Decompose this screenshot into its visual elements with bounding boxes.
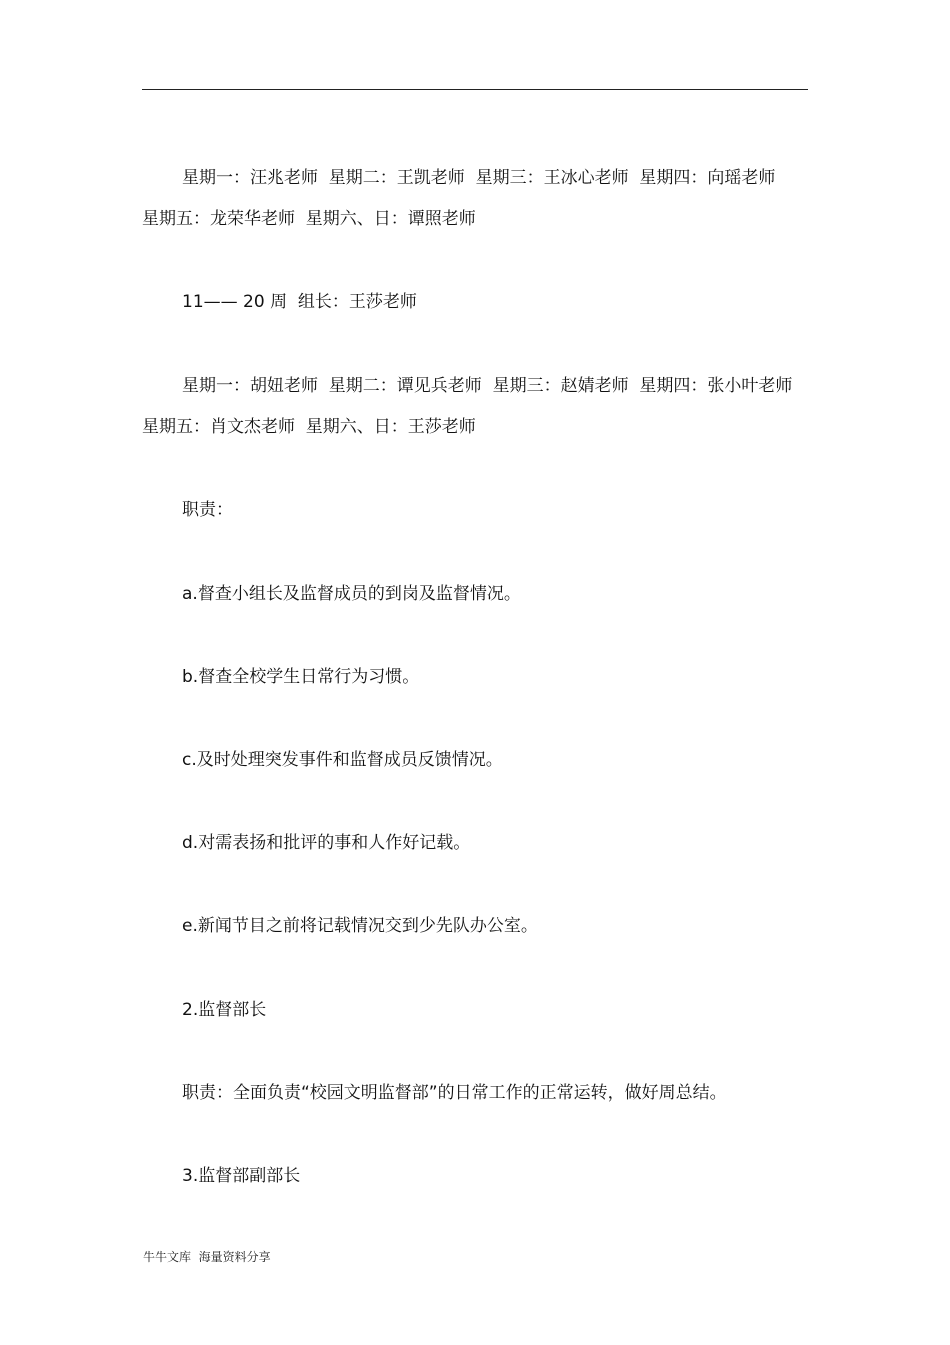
header-rule xyxy=(142,89,808,90)
duties-heading: 职责： xyxy=(182,500,233,520)
page-footer: 牛牛文库 海量资料分享 xyxy=(143,1250,271,1264)
section-2-duties: 职责：全面负责“校园文明监督部”的日常工作的正常运转，做好周总结。 xyxy=(182,1083,727,1103)
group-leader-weeks-11-20: 11—— 20 周 组长：王莎老师 xyxy=(182,292,417,312)
schedule-weeks-11-20: 星期一：胡妞老师 星期二：谭见兵老师 星期三：赵婧老师 星期四：张小叶老师 星期五：肖文杰老师 星期六、日：王莎老师 xyxy=(142,376,804,437)
duty-item-a: a.督查小组长及监督成员的到岗及监督情况。 xyxy=(182,584,521,604)
schedule-weeks-1-10: 星期一：汪兆老师 星期二：王凯老师 星期三：王冰心老师 星期四：向瑶老师 星期五：龙荣华老师 星期六、日：谭照老师 xyxy=(142,168,787,229)
section-heading-2: 2.监督部长 xyxy=(182,1000,267,1020)
duty-item-c: c.及时处理突发事件和监督成员反馈情况。 xyxy=(182,750,503,770)
section-heading-3: 3.监督部副部长 xyxy=(182,1166,301,1186)
duty-item-e: e.新闻节目之前将记载情况交到少先队办公室。 xyxy=(182,916,538,936)
duty-item-b: b.督查全校学生日常行为习惯。 xyxy=(182,667,420,687)
duty-item-d: d.对需表扬和批评的事和人作好记载。 xyxy=(182,833,471,853)
